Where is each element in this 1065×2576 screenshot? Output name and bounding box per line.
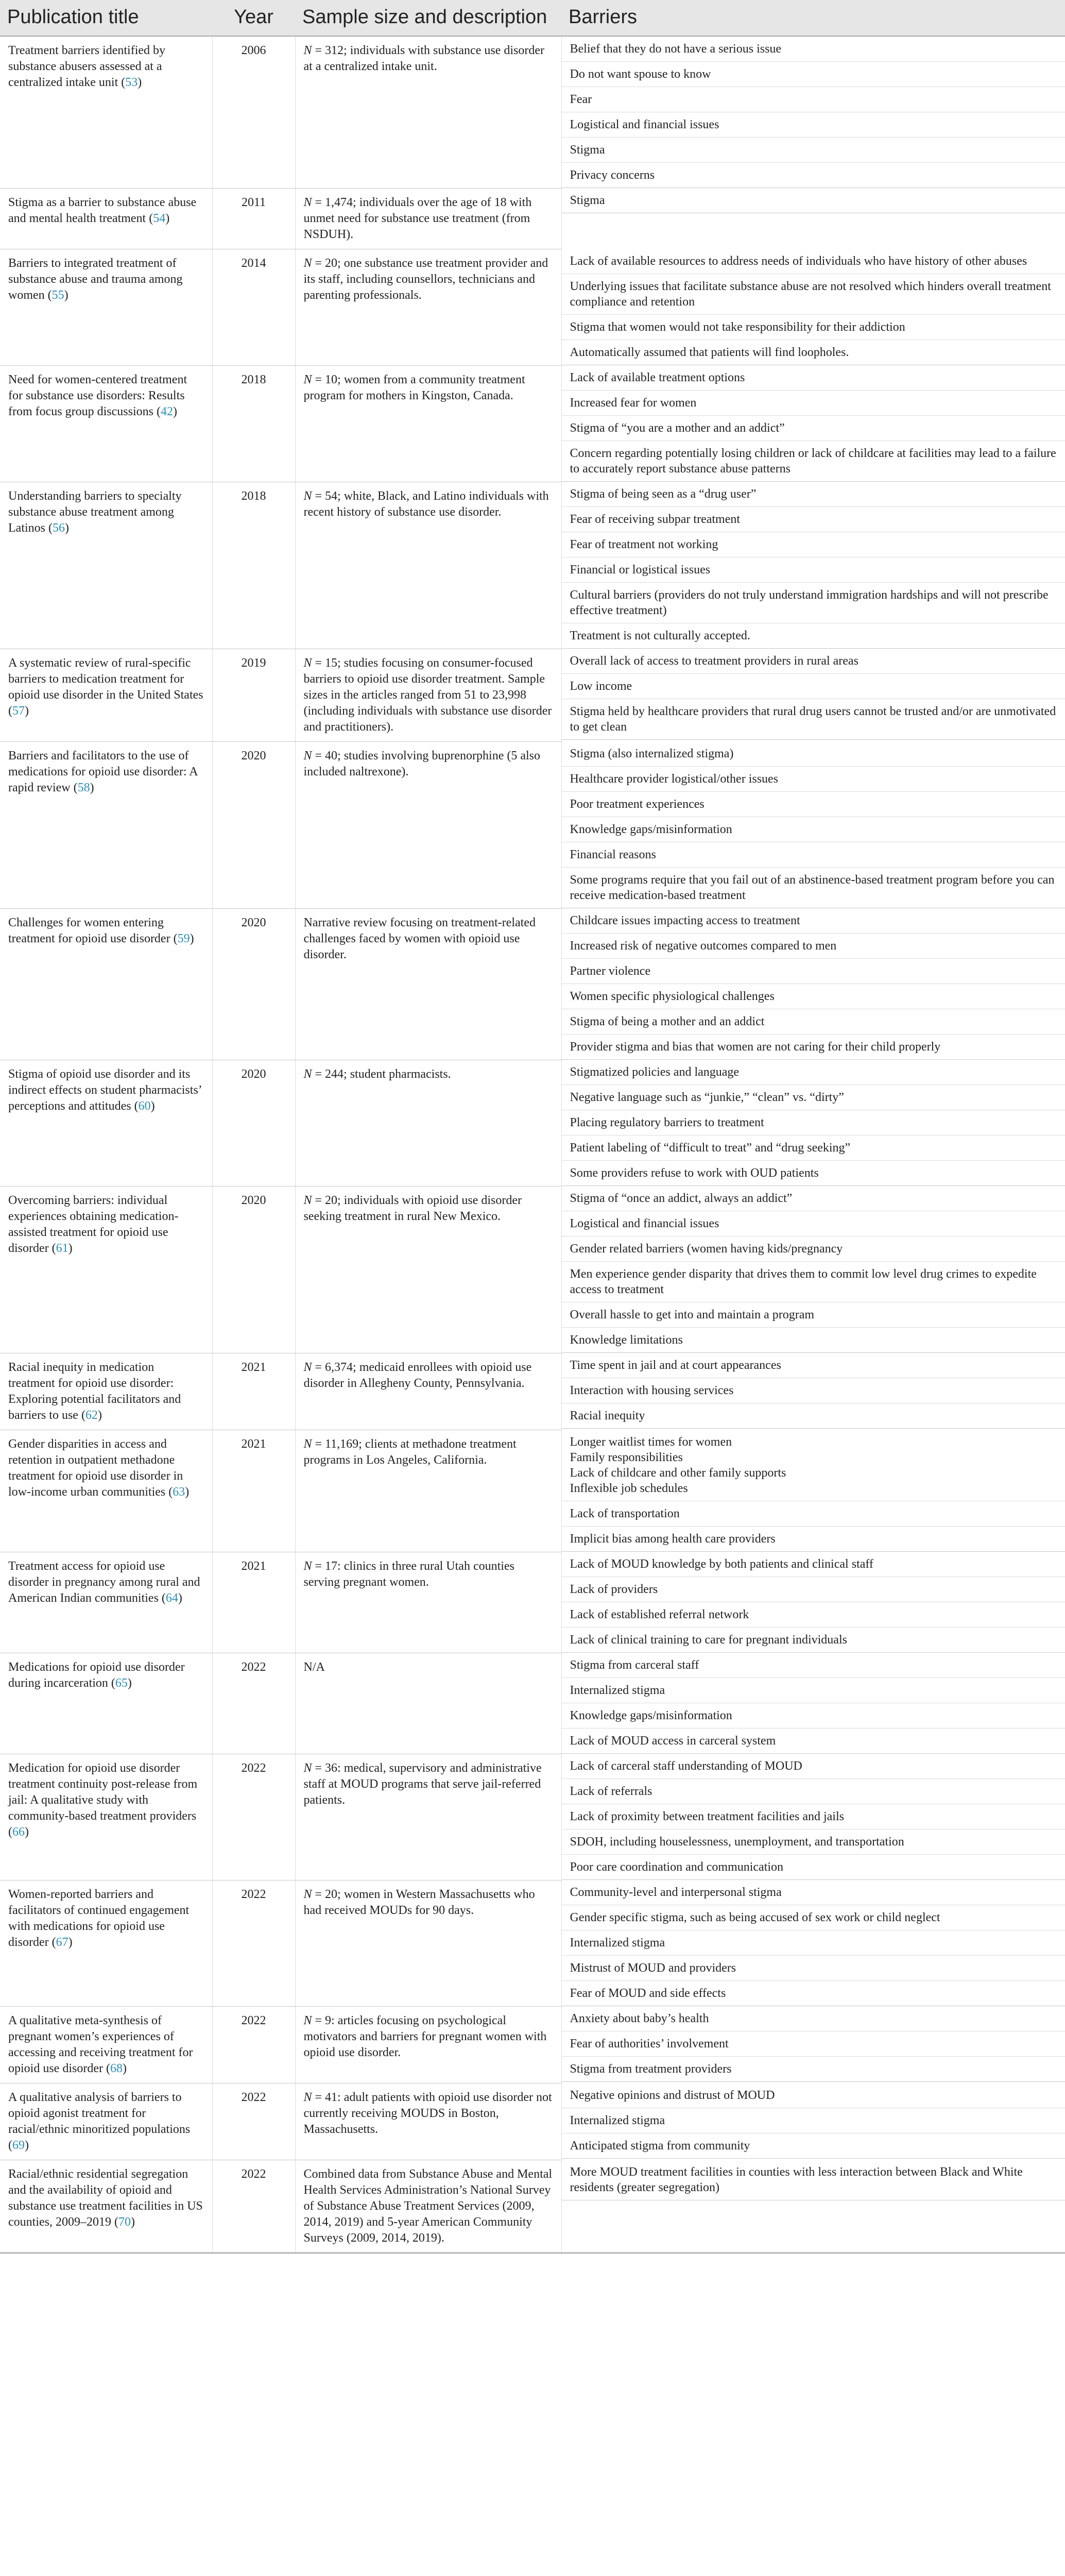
barrier-item: Underlying issues that facilitate substance abuse are not resolved which hinders overall treatment compliance and retention (562, 274, 1065, 315)
sample-n-label: N (303, 749, 312, 762)
sample-n-label: N (303, 1437, 312, 1451)
barriers-cell (561, 2083, 1065, 2160)
sample-cell (295, 741, 561, 908)
barriers-cell (561, 908, 1065, 1060)
barrier-item: Stigma (also internalized stigma) (562, 741, 1065, 767)
barrier-item: Internalized stigma (562, 2108, 1065, 2133)
header-barriers: Barriers (561, 0, 1065, 36)
year-cell: 2014 (212, 249, 295, 365)
barrier-item: Lack of referrals (562, 1779, 1065, 1804)
barriers-cell (561, 1552, 1065, 1653)
barrier-item: Stigmatized policies and language (562, 1060, 1065, 1085)
publication-title-cell: Stigma as a barrier to substance abuse and mental health treatment (54) (0, 188, 212, 249)
barriers-cell (561, 482, 1065, 649)
reference-link[interactable]: 65 (115, 1676, 128, 1690)
barrier-item: Patient labeling of “difficult to treat” and “drug seeking” (562, 1136, 1065, 1161)
barrier-item: Logistical and financial issues (562, 112, 1065, 138)
year-cell: 2022 (212, 1880, 295, 2006)
sample-n-label: N (303, 489, 312, 503)
barrier-item: Overall lack of access to treatment providers in rural areas (562, 649, 1065, 674)
sample-cell (295, 1552, 561, 1653)
publication-title-cell: A systematic review of rural-specific barriers to medication treatment for opioid use disorder in the United States (57) (0, 649, 212, 741)
sample-n-label: N (303, 1887, 312, 1901)
barrier-item: Knowledge limitations (562, 1328, 1065, 1353)
publication-title: Overcoming barriers: individual experiences obtaining medication-assisted treatment for opioid use disorder (8, 1193, 179, 1255)
sample-description: = 15; studies focusing on consumer-focused barriers to opioid use disorder treatment. Sample sizes in the articles ranged from 51 to 23,998 (including individuals with substance use disorder and practitioners). (303, 656, 552, 734)
header-publication-title: Publication title (0, 0, 212, 36)
barriers-cell (561, 1430, 1065, 1552)
table-row (0, 1353, 1065, 1430)
publication-title-cell: Treatment barriers identified by substance abusers assessed at a centralized intake unit (53) (0, 36, 212, 188)
table-row (0, 1060, 1065, 1186)
barrier-item: Placing regulatory barriers to treatment (562, 1110, 1065, 1136)
sample-description: = 17: clinics in three rural Utah counties serving pregnant women. (303, 1559, 514, 1589)
table-row (0, 1552, 1065, 1653)
header-year: Year (212, 0, 295, 36)
barrier-item: Lack of providers (562, 1577, 1065, 1602)
year-cell: 2022 (212, 1754, 295, 1880)
barrier-item: Lack of MOUD knowledge by both patients and clinical staff (562, 1552, 1065, 1577)
publication-title: Challenges for women entering treatment for opioid use disorder (8, 916, 170, 945)
publication-title: Barriers to integrated treatment of substance abuse and trauma among women (8, 256, 183, 302)
barrier-item: Automatically assumed that patients will find loopholes. (562, 340, 1065, 365)
barrier-item: Concern regarding potentially losing children or lack of childcare at facilities may lead to a failure to accurately report substance abuse patterns (562, 441, 1065, 482)
barrier-item: Privacy concerns (562, 163, 1065, 188)
barrier-item: Stigma of being seen as a “drug user” (562, 482, 1065, 507)
year-cell: 2021 (212, 1353, 295, 1430)
publication-title: Stigma of opioid use disorder and its indirect effects on student pharmacists’ perceptions and attitudes (8, 1067, 201, 1113)
year-cell: 2019 (212, 649, 295, 741)
reference-link[interactable]: 59 (177, 931, 190, 945)
sample-description: = 36: medical, supervisory and administrative staff at MOUD programs that serve jail-referred patients. (303, 1761, 542, 1807)
barrier-item: Lack of carceral staff understanding of MOUD (562, 1754, 1065, 1779)
barrier-item: Racial inequity (562, 1403, 1065, 1429)
sample-cell (295, 1060, 561, 1186)
table-row (0, 1653, 1065, 1754)
barrier-item: Poor care coordination and communication (562, 1855, 1065, 1880)
barriers-cell (561, 1060, 1065, 1186)
barrier-item: Low income (562, 674, 1065, 699)
barrier-item: Lack of MOUD access in carceral system (562, 1728, 1065, 1754)
barriers-cell (561, 188, 1065, 249)
reference-link[interactable]: 70 (118, 2215, 131, 2229)
year-cell: 2022 (212, 2160, 295, 2253)
sample-n-label: N (303, 44, 312, 57)
year-cell: 2018 (212, 482, 295, 649)
sample-description: = 9: articles focusing on psychological motivators and barriers for pregnant women with opioid use disorder. (303, 2013, 547, 2059)
sample-n-label: N (303, 195, 312, 209)
sample-description: = 6,374; medicaid enrollees with opioid use disorder in Allegheny County, Pennsylvania. (303, 1360, 532, 1390)
barrier-item: Longer waitlist times for women Family responsibilities Lack of childcare and other family supports Inflexible job schedules (562, 1430, 1065, 1501)
year-cell: 2006 (212, 36, 295, 188)
sample-n-label: N (303, 2013, 312, 2027)
publication-title: Stigma as a barrier to substance abuse and mental health treatment (8, 195, 197, 225)
barrier-item: Internalized stigma (562, 1678, 1065, 1703)
barriers-cell (561, 36, 1065, 188)
year-cell: 2021 (212, 1430, 295, 1552)
barrier-item: Fear (562, 87, 1065, 112)
sample-cell (295, 1430, 561, 1552)
sample-description: = 1,474; individuals over the age of 18 with unmet need for substance use treatment (from NSDUH). (303, 195, 532, 241)
publication-title-cell: Medication for opioid use disorder treatment continuity post-release from jail: A qualitative study with community-based treatment providers (66) (0, 1754, 212, 1880)
barrier-item: Anticipated stigma from community (562, 2133, 1065, 2159)
sample-cell (295, 649, 561, 741)
barrier-item: Lack of available treatment options (562, 365, 1065, 391)
publication-title: Medications for opioid use disorder during incarceration (8, 1660, 185, 1690)
year-cell: 2020 (212, 741, 295, 908)
table-row (0, 36, 1065, 188)
publication-title-cell: Racial/ethnic residential segregation and the availability of opioid and substance use treatment facilities in US counties, 2009–2019 (70) (0, 2160, 212, 2253)
reference-link[interactable]: 64 (165, 1591, 178, 1605)
sample-description: Narrative review focusing on treatment-related challenges faced by women with opioid use disorder. (303, 916, 536, 961)
year-cell: 2020 (212, 1060, 295, 1186)
sample-description: = 20; women in Western Massachusetts who had received MOUDs for 90 days. (303, 1887, 535, 1917)
year-cell: 2020 (212, 1186, 295, 1353)
year-cell: 2018 (212, 365, 295, 482)
barrier-item: Do not want spouse to know (562, 62, 1065, 87)
barrier-item: SDOH, including houselessness, unemployment, and transportation (562, 1829, 1065, 1855)
barrier-item: Increased fear for women (562, 391, 1065, 416)
barrier-item: Interaction with housing services (562, 1378, 1065, 1403)
barrier-item: Provider stigma and bias that women are not caring for their child properly (562, 1035, 1065, 1060)
barrier-item: Stigma of “once an addict, always an addict” (562, 1186, 1065, 1211)
sample-description: = 54; white, Black, and Latino individuals with recent history of substance use disorder. (303, 489, 549, 519)
publication-title: Gender disparities in access and retention in outpatient methadone treatment for opioid use disorder in low-income urban communities (8, 1437, 183, 1499)
table-row (0, 1880, 1065, 2006)
year-cell: 2021 (212, 1552, 295, 1653)
publication-title-cell: Treatment access for opioid use disorder in pregnancy among rural and American Indian communities (64) (0, 1552, 212, 1653)
barrier-item: Healthcare provider logistical/other issues (562, 767, 1065, 792)
publication-title-cell: Stigma of opioid use disorder and its indirect effects on student pharmacists’ perceptions and attitudes (60) (0, 1060, 212, 1186)
sample-cell (295, 2160, 561, 2253)
sample-description: = 20; individuals with opioid use disorder seeking treatment in rural New Mexico. (303, 1193, 522, 1223)
barrier-item: Stigma that women would not take responsibility for their addiction (562, 315, 1065, 340)
barrier-item: Some providers refuse to work with OUD patients (562, 1161, 1065, 1186)
publication-title: A qualitative meta-synthesis of pregnant women’s experiences of accessing and receiving treatment for opioid use disorder (8, 2013, 193, 2075)
barriers-cell (561, 2160, 1065, 2253)
barrier-item: Fear of receiving subpar treatment (562, 507, 1065, 532)
sample-n-label: N (303, 2090, 312, 2104)
publication-title-cell: Understanding barriers to specialty substance abuse treatment among Latinos (56) (0, 482, 212, 649)
sample-cell (295, 365, 561, 482)
table-body (0, 36, 1065, 2253)
sample-cell (295, 1880, 561, 2006)
table-row (0, 649, 1065, 741)
reference-link[interactable]: 58 (77, 781, 90, 794)
barrier-item: Lack of transportation (562, 1501, 1065, 1527)
barriers-cell (561, 1653, 1065, 1754)
reference-link[interactable]: 61 (56, 1241, 68, 1255)
barriers-cell (561, 249, 1065, 365)
barrier-item: Fear of treatment not working (562, 532, 1065, 557)
sample-cell (295, 1186, 561, 1353)
barriers-cell (561, 1353, 1065, 1430)
publication-title-cell: A qualitative meta-synthesis of pregnant women’s experiences of accessing and receiving treatment for opioid use disorder (68) (0, 2006, 212, 2083)
publication-title: Women-reported barriers and facilitators of continued engagement with medications for opioid use disorder (8, 1887, 190, 1949)
barriers-cell (561, 649, 1065, 741)
publication-title-cell: Need for women-centered treatment for substance use disorders: Results from focus group discussions (42) (0, 365, 212, 482)
publication-title: Racial inequity in medication treatment for opioid use disorder: Exploring potential facilitators and barriers to use (8, 1360, 181, 1422)
publication-title-cell: Women-reported barriers and facilitators of continued engagement with medications for opioid use disorder (67) (0, 1880, 212, 2006)
table-row (0, 2160, 1065, 2253)
table-row (0, 482, 1065, 649)
barrier-item: Community-level and interpersonal stigma (562, 1880, 1065, 1905)
publication-title: Racial/ethnic residential segregation and the availability of opioid and substance use treatment facilities in US counties, 2009–2019 (8, 2167, 203, 2229)
reference-link[interactable]: 67 (56, 1935, 68, 1949)
reference-link[interactable]: 57 (12, 704, 25, 718)
header-sample: Sample size and description (295, 0, 561, 36)
table-row (0, 365, 1065, 482)
barrier-item: Financial or logistical issues (562, 557, 1065, 583)
publication-title: Treatment barriers identified by substance abusers assessed at a centralized intake unit (8, 44, 166, 89)
sample-description: N/A (303, 1660, 325, 1674)
barrier-item: Stigma of “you are a mother and an addict” (562, 416, 1065, 441)
barrier-item: Gender related barriers (women having kids/pregnancy (562, 1236, 1065, 1262)
barrier-item: Increased risk of negative outcomes compared to men (562, 934, 1065, 959)
year-cell: 2020 (212, 908, 295, 1060)
barrier-item: Logistical and financial issues (562, 1211, 1065, 1236)
sample-cell (295, 2006, 561, 2083)
sample-description: = 40; studies involving buprenorphine (5 also included naltrexone). (303, 749, 540, 778)
barrier-item: Fear of MOUD and side effects (562, 1981, 1065, 2006)
year-cell: 2011 (212, 188, 295, 249)
sample-cell (295, 1754, 561, 1880)
table-row (0, 1430, 1065, 1552)
barrier-item: More MOUD treatment facilities in counties with less interaction between Black and White residents (greater segregation) (562, 2160, 1065, 2200)
sample-description: Combined data from Substance Abuse and Mental Health Services Administration’s National Survey of Substance Abuse Treatment Services (2009, 2014, 2019) and 5-year American Community Surveys (2009, 2014, 2019). (303, 2167, 553, 2245)
barrier-item: Financial reasons (562, 842, 1065, 868)
publication-title: Treatment access for opioid use disorder in pregnancy among rural and American Indian communities (8, 1559, 200, 1605)
reference-link[interactable]: 68 (110, 2061, 123, 2075)
barrier-item: Time spent in jail and at court appearances (562, 1353, 1065, 1378)
barrier-item: Negative language such as “junkie,” “clean” vs. “dirty” (562, 1085, 1065, 1110)
barrier-item: Men experience gender disparity that drives them to commit low level drug crimes to expedite access to treatment (562, 1262, 1065, 1302)
sample-description: = 312; individuals with substance use disorder at a centralized intake unit. (303, 44, 544, 73)
publication-title-cell: Barriers to integrated treatment of substance abuse and trauma among women (55) (0, 249, 212, 365)
year-cell: 2022 (212, 1653, 295, 1754)
barrier-item: Cultural barriers (providers do not truly understand immigration hardships and will not prescribe effective treatment) (562, 583, 1065, 623)
barrier-item: Stigma from carceral staff (562, 1653, 1065, 1678)
barriers-cell (561, 741, 1065, 908)
barrier-item: Fear of authorities’ involvement (562, 2031, 1065, 2057)
table-header (0, 0, 1065, 36)
reference-link[interactable]: 62 (85, 1408, 98, 1422)
publication-title-cell: Overcoming barriers: individual experiences obtaining medication-assisted treatment for opioid use disorder (61) (0, 1186, 212, 1353)
publication-title: Need for women-centered treatment for substance use disorders: Results from focus group discussions (8, 372, 187, 418)
reference-link[interactable]: 53 (125, 76, 138, 89)
publication-title-cell: Medications for opioid use disorder during incarceration (65) (0, 1653, 212, 1754)
barrier-item: Mistrust of MOUD and providers (562, 1956, 1065, 1981)
sample-n-label: N (303, 1761, 312, 1775)
reference-link[interactable]: 54 (153, 211, 166, 225)
reference-link[interactable]: 69 (12, 2138, 25, 2152)
barriers-cell (561, 1880, 1065, 2006)
table-row (0, 2083, 1065, 2160)
table-row (0, 741, 1065, 908)
barriers-cell (561, 2006, 1065, 2083)
table-row (0, 188, 1065, 249)
table-row (0, 2006, 1065, 2083)
publication-title-cell: Challenges for women entering treatment for opioid use disorder (59) (0, 908, 212, 1060)
barrier-item: Lack of clinical training to care for pregnant individuals (562, 1628, 1065, 1653)
sample-description: = 41: adult patients with opioid use disorder not currently receiving MOUDS in Boston, Massachusetts. (303, 2090, 552, 2136)
reference-link[interactable]: 60 (138, 1099, 151, 1113)
barrier-item: Treatment is not culturally accepted. (562, 623, 1065, 649)
reference-link[interactable]: 42 (160, 404, 173, 418)
year-cell: 2022 (212, 2083, 295, 2160)
barrier-item: Stigma held by healthcare providers that rural drug users cannot be trusted and/or are unmotivated to get clean (562, 699, 1065, 740)
publication-title: Barriers and facilitators to the use of medications for opioid use disorder: A rapid review (8, 749, 198, 794)
sample-cell (295, 482, 561, 649)
publication-title-cell: A qualitative analysis of barriers to opioid agonist treatment for racial/ethnic minoritized populations (69) (0, 2083, 212, 2160)
barriers-cell (561, 1754, 1065, 1880)
barrier-item: Stigma (562, 138, 1065, 163)
barrier-item: Internalized stigma (562, 1930, 1065, 1956)
sample-n-label: N (303, 1193, 312, 1207)
sample-cell (295, 36, 561, 188)
sample-n-label: N (303, 1559, 312, 1573)
barrier-item: Stigma from treatment providers (562, 2057, 1065, 2082)
barrier-item: Stigma (562, 188, 1065, 213)
barrier-item: Overall hassle to get into and maintain a program (562, 1302, 1065, 1328)
sample-description: = 11,169; clients at methadone treatment programs in Los Angeles, California. (303, 1437, 517, 1467)
barrier-item: Poor treatment experiences (562, 792, 1065, 817)
publication-title: Medication for opioid use disorder treatment continuity post-release from jail: A qualitative study with community-based treatment providers (8, 1761, 198, 1823)
sample-cell (295, 908, 561, 1060)
barriers-cell (561, 1186, 1065, 1353)
publication-title: A systematic review of rural-specific barriers to medication treatment for opioid use disorder in the United States (8, 656, 203, 702)
barrier-item: Lack of proximity between treatment facilities and jails (562, 1804, 1065, 1829)
barrier-item: Anxiety about baby’s health (562, 2006, 1065, 2031)
sample-cell (295, 2083, 561, 2160)
reference-link[interactable]: 66 (12, 1825, 25, 1839)
sample-n-label: N (303, 256, 312, 270)
barrier-item: Knowledge gaps/misinformation (562, 817, 1065, 842)
reference-link[interactable]: 55 (51, 288, 64, 302)
barrier-item: Childcare issues impacting access to treatment (562, 908, 1065, 934)
publication-title-cell: Barriers and facilitators to the use of medications for opioid use disorder: A rapid review (58) (0, 741, 212, 908)
sample-n-label: N (303, 372, 312, 386)
barrier-item: Knowledge gaps/misinformation (562, 1703, 1065, 1728)
reference-link[interactable]: 56 (53, 521, 65, 535)
sample-n-label: N (303, 1360, 312, 1374)
sample-cell (295, 1653, 561, 1754)
table-row (0, 1754, 1065, 1880)
barrier-item: Women specific physiological challenges (562, 984, 1065, 1009)
barrier-item: Negative opinions and distrust of MOUD (562, 2083, 1065, 2108)
sample-cell (295, 1353, 561, 1430)
table-row (0, 908, 1065, 1060)
barrier-item: Belief that they do not have a serious issue (562, 37, 1065, 62)
publication-title-cell: Gender disparities in access and retention in outpatient methadone treatment for opioid use disorder in low-income urban communities (63) (0, 1430, 212, 1552)
barrier-item: Lack of available resources to address needs of individuals who have history of other abuses (562, 249, 1065, 274)
reference-link[interactable]: 63 (173, 1485, 185, 1499)
publication-title: A qualitative analysis of barriers to opioid agonist treatment for racial/ethnic minoritized populations (8, 2090, 191, 2136)
table-row (0, 249, 1065, 365)
barrier-item: Partner violence (562, 959, 1065, 984)
sample-description: = 10; women from a community treatment program for mothers in Kingston, Canada. (303, 372, 525, 402)
sample-description: = 244; student pharmacists. (312, 1067, 451, 1081)
publication-title: Understanding barriers to specialty substance abuse treatment among Latinos (8, 489, 182, 535)
sample-cell (295, 249, 561, 365)
table-row (0, 1186, 1065, 1353)
sample-cell (295, 188, 561, 249)
barriers-cell (561, 365, 1065, 482)
sample-n-label: N (303, 656, 312, 670)
year-cell: 2022 (212, 2006, 295, 2083)
sample-description: = 20; one substance use treatment provider and its staff, including counsellors, technicians and parenting professionals. (303, 256, 548, 302)
barrier-item: Some programs require that you fail out of an abstinence-based treatment program before you can receive medication-based treatment (562, 868, 1065, 908)
barrier-item: Implicit bias among health care providers (562, 1527, 1065, 1552)
barrier-item: Stigma of being a mother and an addict (562, 1009, 1065, 1035)
sample-n-label: N (303, 1067, 312, 1081)
barrier-item: Gender specific stigma, such as being accused of sex work or child neglect (562, 1905, 1065, 1930)
barrier-item: Lack of established referral network (562, 1602, 1065, 1628)
publication-title-cell: Racial inequity in medication treatment for opioid use disorder: Exploring potential facilitators and barriers to use (62) (0, 1353, 212, 1430)
